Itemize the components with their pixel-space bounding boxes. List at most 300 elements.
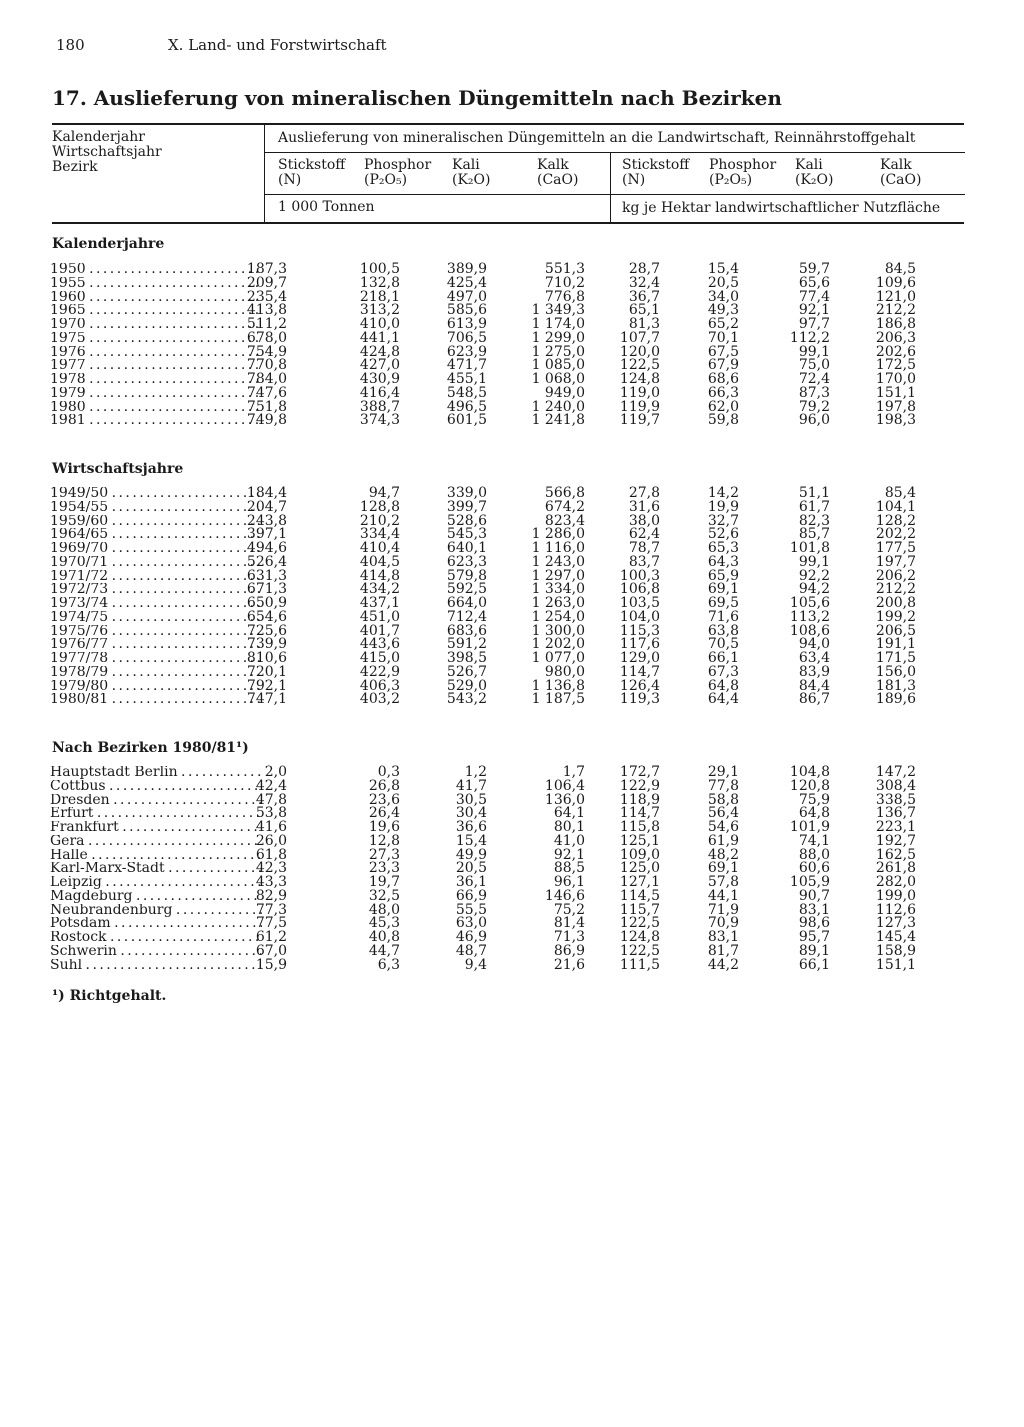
table-cell: 26,4 [368, 805, 400, 822]
section-title: Wirtschaftsjahre [52, 461, 184, 477]
table-cell: 441,1 [359, 329, 400, 346]
row-label: 1969/70 . . . [50, 542, 262, 556]
table-cell: 101,8 [789, 540, 830, 556]
table-cell: 44,7 [368, 942, 400, 959]
table-cell: 71,3 [553, 929, 585, 945]
table-cell: 313,2 [359, 302, 400, 319]
table-cell: 1 299,0 [531, 329, 585, 346]
row-label: 1955 . . . [50, 277, 262, 291]
table-cell: 75,0 [798, 357, 830, 374]
table-cell: 19,6 [368, 819, 400, 835]
table-cell: 1 077,0 [531, 650, 585, 666]
column-header-name: Kali [795, 157, 823, 173]
subheader-rule [265, 194, 965, 195]
table-cell: 94,0 [798, 636, 830, 653]
column-header-formula: (P₂O₅) [709, 172, 753, 188]
table-cell: 601,5 [446, 412, 487, 429]
table-cell: 119,7 [619, 412, 660, 429]
table-cell: 28,7 [628, 261, 660, 277]
table-cell: 747,1 [246, 691, 287, 708]
table-cell: 189,6 [875, 691, 916, 708]
table-cell: 591,2 [446, 636, 487, 653]
table-cell: 105,6 [789, 595, 830, 611]
table-cell: 526,7 [446, 663, 487, 680]
table-cell: 83,1 [707, 929, 739, 945]
column-header-formula: (K₂O) [795, 172, 834, 188]
table-cell: 170,0 [875, 371, 916, 387]
table-cell: 106,4 [544, 777, 585, 794]
span-header: Auslieferung von mineralischen Düngemitteln an die Landwirtschaft, Reinnährstoffgehalt [278, 130, 916, 146]
table-cell: 30,4 [455, 805, 487, 822]
table-cell: 62,0 [707, 398, 739, 415]
table-cell: 75,2 [553, 901, 585, 918]
row-label: 1975/76 . . . [50, 625, 262, 639]
table-cell: 451,0 [359, 608, 400, 625]
table-cell: 43,3 [255, 874, 287, 890]
table-cell: 496,5 [446, 398, 487, 415]
table-cell: 1 240,0 [531, 398, 585, 415]
table-cell: 81,3 [628, 316, 660, 332]
table-cell: 63,4 [798, 650, 830, 666]
table-cell: 70,1 [707, 329, 739, 346]
table-cell: 151,1 [875, 956, 916, 973]
table-cell: 206,3 [875, 329, 916, 346]
stub-header-line: Wirtschaftsjahr [52, 144, 162, 160]
table-cell: 210,2 [359, 512, 400, 529]
table-cell: 65,9 [707, 567, 739, 584]
table-cell: 623,3 [446, 553, 487, 570]
row-label: Frankfurt . . . [50, 821, 262, 835]
table-cell: 48,2 [707, 846, 739, 863]
table-cell: 823,4 [544, 512, 585, 529]
row-label: 1954/55 . . . [50, 501, 262, 515]
table-cell: 181,3 [875, 677, 916, 694]
column-header-name: Stickstoff [622, 157, 690, 173]
table-cell: 97,7 [798, 316, 830, 332]
table-cell: 187,3 [246, 261, 287, 277]
table-cell: 192,7 [875, 832, 916, 849]
table-cell: 172,5 [875, 357, 916, 374]
row-label: Dresden . . . [50, 794, 262, 808]
table-cell: 119,0 [619, 384, 660, 401]
table-cell: 124,8 [619, 371, 660, 387]
table-title: 17. Auslieferung von mineralischen Düngemitteln nach Bezirken [52, 86, 782, 110]
table-cell: 57,8 [707, 874, 739, 890]
unit-divider [610, 153, 611, 222]
table-cell: 113,2 [789, 608, 830, 625]
table-cell: 151,1 [875, 384, 916, 401]
table-cell: 128,2 [875, 512, 916, 529]
table-cell: 147,2 [875, 764, 916, 780]
row-label: Hauptstadt Berlin . . . [50, 766, 262, 780]
table-cell: 107,7 [619, 329, 660, 346]
table-cell: 1 243,0 [531, 553, 585, 570]
table-cell: 198,3 [875, 412, 916, 429]
row-label: 1980 . . . [50, 401, 262, 415]
table-cell: 128,8 [359, 498, 400, 515]
table-cell: 308,4 [875, 777, 916, 794]
table-cell: 99,1 [798, 343, 830, 360]
row-label: Cottbus . . . [50, 780, 262, 794]
table-cell: 191,1 [875, 636, 916, 653]
table-cell: 27,3 [368, 846, 400, 863]
table-cell: 706,5 [446, 329, 487, 346]
table-cell: 26,8 [368, 777, 400, 794]
table-cell: 104,1 [875, 498, 916, 515]
stub-header-line: Bezirk [52, 159, 98, 175]
column-header [278, 158, 345, 188]
table-cell: 115,7 [619, 901, 660, 918]
table-cell: 282,0 [875, 874, 916, 890]
table-cell: 145,4 [875, 929, 916, 945]
table-cell: 712,4 [446, 608, 487, 625]
table-cell: 84,4 [798, 677, 830, 694]
row-label: 1970 . . . [50, 318, 262, 332]
table-cell: 64,4 [707, 691, 739, 708]
table-cell: 61,8 [255, 846, 287, 863]
table-cell: 44,1 [707, 887, 739, 904]
table-cell: 118,9 [619, 791, 660, 808]
table-cell: 678,0 [246, 329, 287, 346]
table-cell: 566,8 [544, 485, 585, 501]
table-cell: 127,3 [875, 915, 916, 932]
table-cell: 87,3 [798, 384, 830, 401]
row-label: Karl-Marx-Stadt . . . [50, 862, 262, 876]
table-cell: 36,6 [455, 819, 487, 835]
table-cell: 92,1 [798, 302, 830, 319]
row-label: 1965 . . . [50, 304, 262, 318]
table-cell: 66,1 [707, 650, 739, 666]
table-cell: 114,5 [619, 887, 660, 904]
table-cell: 212,2 [875, 581, 916, 598]
table-cell: 654,6 [246, 608, 287, 625]
table-cell: 19,9 [707, 498, 739, 515]
table-cell: 66,9 [455, 887, 487, 904]
table-cell: 202,2 [875, 526, 916, 543]
row-label: Leipzig . . . [50, 876, 262, 890]
section-title: Nach Bezirken 1980/81¹) [52, 740, 249, 756]
table-cell: 72,4 [798, 371, 830, 387]
table-cell: 20,5 [707, 274, 739, 291]
table-cell: 404,5 [359, 553, 400, 570]
column-header-name: Kalk [880, 157, 912, 173]
column-header-formula: (CaO) [537, 172, 579, 188]
table-cell: 158,9 [875, 942, 916, 959]
row-label: 1979 . . . [50, 387, 262, 401]
table-cell: 209,7 [246, 274, 287, 291]
table-cell: 129,0 [619, 650, 660, 666]
table-cell: 64,1 [553, 805, 585, 822]
table-cell: 810,6 [246, 650, 287, 666]
table-cell: 69,1 [707, 581, 739, 598]
table-cell: 725,6 [246, 622, 287, 639]
column-header-name: Phosphor [709, 157, 777, 173]
table-cell: 85,7 [798, 526, 830, 543]
table-cell: 96,0 [798, 412, 830, 429]
row-label: 1979/80 . . . [50, 680, 262, 694]
table-cell: 1 174,0 [531, 316, 585, 332]
column-header [880, 158, 921, 188]
table-cell: 410,0 [359, 316, 400, 332]
table-cell: 53,8 [255, 805, 287, 822]
table-cell: 261,8 [875, 860, 916, 877]
table-cell: 105,9 [789, 874, 830, 890]
table-cell: 61,7 [798, 498, 830, 515]
table-cell: 45,3 [368, 915, 400, 932]
table-cell: 125,0 [619, 860, 660, 877]
row-label: 1971/72 . . . [50, 570, 262, 584]
table-cell: 115,3 [619, 622, 660, 639]
table-cell: 739,9 [246, 636, 287, 653]
row-label: 1960 . . . [50, 291, 262, 305]
column-header-formula: (P₂O₅) [364, 172, 408, 188]
table-cell: 235,4 [246, 288, 287, 305]
table-cell: 1 202,0 [531, 636, 585, 653]
unit-right: kg je Hektar landwirtschaftlicher Nutzfläche [622, 200, 941, 216]
column-header [452, 158, 490, 188]
table-cell: 61,9 [707, 832, 739, 849]
table-cell: 32,4 [628, 274, 660, 291]
table-cell: 70,9 [707, 915, 739, 932]
table-cell: 92,2 [798, 567, 830, 584]
table-cell: 443,6 [359, 636, 400, 653]
table-cell: 1 187,5 [531, 691, 585, 708]
table-cell: 23,6 [368, 791, 400, 808]
unit-left: 1 000 Tonnen [278, 199, 375, 215]
table-cell: 41,6 [255, 819, 287, 835]
table-cell: 710,2 [544, 274, 585, 291]
table-cell: 49,3 [707, 302, 739, 319]
table-cell: 114,7 [619, 663, 660, 680]
table-cell: 59,8 [707, 412, 739, 429]
table-cell: 94,2 [798, 581, 830, 598]
column-header-formula: (N) [622, 172, 646, 188]
row-label: Halle . . . [50, 849, 262, 863]
table-cell: 415,0 [359, 650, 400, 666]
table-cell: 69,5 [707, 595, 739, 611]
table-cell: 81,7 [707, 942, 739, 959]
chapter-title: X. Land- und Forstwirtschaft [168, 36, 387, 54]
table-cell: 177,5 [875, 540, 916, 556]
column-header [537, 158, 578, 188]
table-cell: 34,0 [707, 288, 739, 305]
table-cell: 0,3 [377, 764, 400, 780]
table-cell: 792,1 [246, 677, 287, 694]
table-cell: 104,0 [619, 608, 660, 625]
table-cell: 79,2 [798, 398, 830, 415]
table-cell: 202,6 [875, 343, 916, 360]
column-header [709, 158, 776, 188]
table-cell: 85,4 [884, 485, 916, 501]
column-header [795, 158, 833, 188]
table-cell: 592,5 [446, 581, 487, 598]
table-cell: 100,3 [619, 567, 660, 584]
table-cell: 422,9 [359, 663, 400, 680]
table-cell: 1,2 [464, 764, 487, 780]
table-cell: 125,1 [619, 832, 660, 849]
table-cell: 120,0 [619, 343, 660, 360]
table-cell: 1 263,0 [531, 595, 585, 611]
table-cell: 15,9 [255, 956, 287, 973]
table-cell: 20,5 [455, 860, 487, 877]
table-cell: 23,3 [368, 860, 400, 877]
table-cell: 64,8 [798, 805, 830, 822]
table-cell: 1 085,0 [531, 357, 585, 374]
table-cell: 2,0 [264, 764, 287, 780]
table-cell: 75,9 [798, 791, 830, 808]
table-cell: 406,3 [359, 677, 400, 694]
table-cell: 112,6 [875, 901, 916, 918]
row-label: 1981 . . . [50, 414, 262, 428]
top-rule [52, 123, 964, 125]
column-header-name: Kalk [537, 157, 569, 173]
row-label: 1980/81 . . . [50, 693, 262, 707]
row-label: 1974/75 . . . [50, 611, 262, 625]
table-cell: 1 136,8 [531, 677, 585, 694]
stub-header-line: Kalenderjahr [52, 129, 145, 145]
row-label: Rostock . . . [50, 931, 262, 945]
table-cell: 65,1 [628, 302, 660, 319]
table-cell: 623,9 [446, 343, 487, 360]
table-cell: 980,0 [544, 663, 585, 680]
table-cell: 77,8 [707, 777, 739, 794]
table-cell: 40,8 [368, 929, 400, 945]
table-cell: 119,3 [619, 691, 660, 708]
header-bottom-rule [52, 222, 964, 224]
table-cell: 243,8 [246, 512, 287, 529]
row-label: Magdeburg . . . [50, 890, 262, 904]
table-cell: 434,2 [359, 581, 400, 598]
row-label: 1978 . . . [50, 373, 262, 387]
table-cell: 156,0 [875, 663, 916, 680]
table-cell: 96,1 [553, 874, 585, 890]
table-cell: 199,0 [875, 887, 916, 904]
table-cell: 67,9 [707, 357, 739, 374]
table-cell: 543,2 [446, 691, 487, 708]
row-label: 1950 . . . [50, 263, 262, 277]
table-cell: 114,7 [619, 805, 660, 822]
table-cell: 136,7 [875, 805, 916, 822]
table-cell: 14,2 [707, 485, 739, 501]
table-cell: 171,5 [875, 650, 916, 666]
table-cell: 471,7 [446, 357, 487, 374]
table-cell: 74,1 [798, 832, 830, 849]
table-cell: 397,1 [246, 526, 287, 543]
table-cell: 146,6 [544, 887, 585, 904]
table-cell: 32,7 [707, 512, 739, 529]
table-cell: 389,9 [446, 261, 487, 277]
table-cell: 26,0 [255, 832, 287, 849]
table-cell: 67,3 [707, 663, 739, 680]
table-cell: 497,0 [446, 288, 487, 305]
table-cell: 112,2 [789, 329, 830, 346]
column-header-name: Phosphor [364, 157, 432, 173]
table-cell: 68,6 [707, 371, 739, 387]
table-cell: 494,6 [246, 540, 287, 556]
table-cell: 64,3 [707, 553, 739, 570]
table-cell: 200,8 [875, 595, 916, 611]
table-cell: 71,6 [707, 608, 739, 625]
table-cell: 38,0 [628, 512, 660, 529]
table-cell: 410,4 [359, 540, 400, 556]
table-cell: 70,5 [707, 636, 739, 653]
table-cell: 58,8 [707, 791, 739, 808]
table-cell: 579,8 [446, 567, 487, 584]
table-cell: 172,7 [619, 764, 660, 780]
table-cell: 749,8 [246, 412, 287, 429]
row-label: Potsdam . . . [50, 917, 262, 931]
table-cell: 338,5 [875, 791, 916, 808]
table-cell: 51,1 [798, 485, 830, 501]
table-cell: 551,3 [544, 261, 585, 277]
table-cell: 27,8 [628, 485, 660, 501]
table-cell: 117,6 [619, 636, 660, 653]
table-cell: 81,4 [553, 915, 585, 932]
table-cell: 528,6 [446, 512, 487, 529]
table-cell: 437,1 [359, 595, 400, 611]
table-cell: 1 241,8 [531, 412, 585, 429]
table-cell: 403,2 [359, 691, 400, 708]
table-cell: 36,7 [628, 288, 660, 305]
table-cell: 427,0 [359, 357, 400, 374]
table-cell: 46,9 [455, 929, 487, 945]
table-cell: 44,2 [707, 956, 739, 973]
table-cell: 197,8 [875, 398, 916, 415]
table-cell: 36,1 [455, 874, 487, 890]
table-cell: 122,9 [619, 777, 660, 794]
table-cell: 41,7 [455, 777, 487, 794]
table-cell: 1 068,0 [531, 371, 585, 387]
column-header [622, 158, 689, 188]
table-cell: 640,1 [446, 540, 487, 556]
table-cell: 90,7 [798, 887, 830, 904]
table-cell: 77,4 [798, 288, 830, 305]
table-cell: 54,6 [707, 819, 739, 835]
table-cell: 30,5 [455, 791, 487, 808]
table-cell: 109,6 [875, 274, 916, 291]
table-cell: 1,7 [562, 764, 585, 780]
row-label: 1949/50 . . . [50, 487, 262, 501]
column-header-formula: (N) [278, 172, 302, 188]
table-cell: 98,6 [798, 915, 830, 932]
table-cell: 334,4 [359, 526, 400, 543]
table-cell: 83,7 [628, 553, 660, 570]
table-cell: 119,9 [619, 398, 660, 415]
table-cell: 430,9 [359, 371, 400, 387]
table-cell: 424,8 [359, 343, 400, 360]
table-cell: 67,0 [255, 942, 287, 959]
span-header-rule [265, 152, 965, 153]
table-cell: 949,0 [544, 384, 585, 401]
table-cell: 674,2 [544, 498, 585, 515]
table-cell: 82,9 [255, 887, 287, 904]
table-cell: 120,8 [789, 777, 830, 794]
table-cell: 103,5 [619, 595, 660, 611]
table-cell: 82,3 [798, 512, 830, 529]
table-cell: 1 275,0 [531, 343, 585, 360]
table-cell: 9,4 [464, 956, 487, 973]
table-cell: 784,0 [246, 371, 287, 387]
table-cell: 1 297,0 [531, 567, 585, 584]
table-cell: 65,6 [798, 274, 830, 291]
table-cell: 84,5 [884, 261, 916, 277]
table-cell: 127,1 [619, 874, 660, 890]
table-cell: 455,1 [446, 371, 487, 387]
table-cell: 67,5 [707, 343, 739, 360]
table-cell: 664,0 [446, 595, 487, 611]
table-cell: 94,7 [368, 485, 400, 501]
table-cell: 776,8 [544, 288, 585, 305]
